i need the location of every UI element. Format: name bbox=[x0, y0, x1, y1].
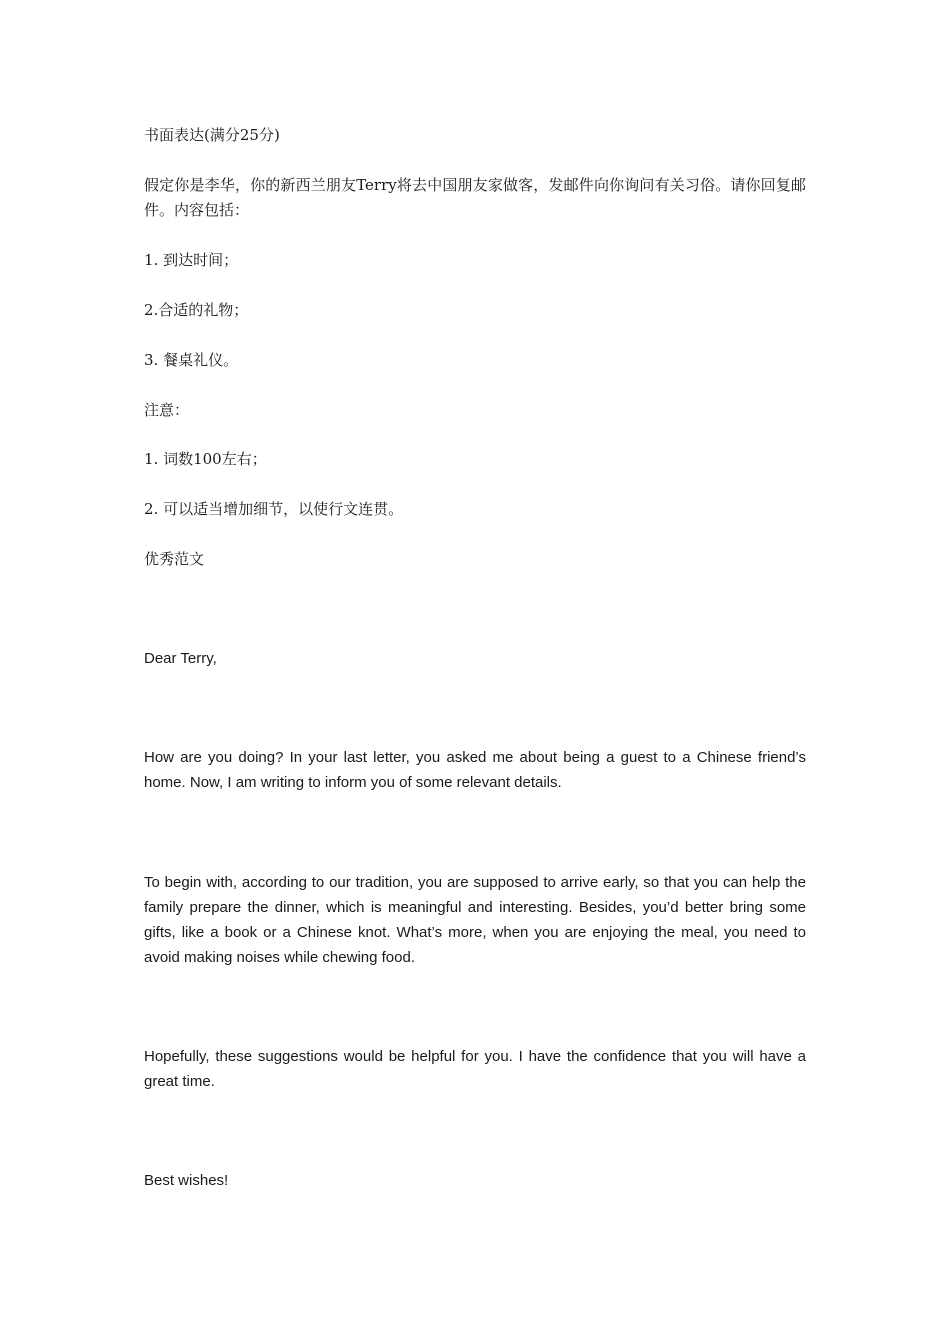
letter-paragraph-3: Hopefully, these suggestions would be helpful for you. I have the confidence that you will have a great time. bbox=[144, 1048, 806, 1090]
letter-paragraph-1: How are you doing? In your last letter, you asked me about being a guest to a Chinese friend’s home. Now, I am writing to inform you of some relevant details. bbox=[144, 749, 806, 791]
letter-greeting: Dear Terry, bbox=[144, 650, 217, 667]
prompt-text: 假定你是李华，你的新西兰朋友Terry将去中国朋友家做客，发邮件向你询问有关习俗。请你回复邮件。内容包括： bbox=[144, 176, 806, 219]
note-item-2: 2. 可以适当增加细节，以使行文连贯。 bbox=[144, 500, 404, 518]
content-item-1: 1. 到达时间； bbox=[144, 251, 239, 269]
sample-label: 优秀范文 bbox=[144, 550, 205, 568]
content-item-2: 2.合适的礼物； bbox=[144, 301, 249, 319]
note-item-1: 1. 词数100左右； bbox=[144, 450, 267, 468]
heading: 书面表达(满分25分) bbox=[144, 126, 280, 144]
notes-label: 注意： bbox=[144, 401, 190, 419]
letter-closing: Best wishes! bbox=[144, 1172, 229, 1189]
content-item-3: 3. 餐桌礼仪。 bbox=[144, 351, 239, 369]
letter-paragraph-2: To begin with, according to our tradition, you are supposed to arrive early, so that you can help the family prepare the dinner, which is meaningful and interesting. Besides, you’d better bring some gifts, like a book or a Chinese knot. What’s more, when you are enjoying the meal, you need to avoid making noises while chewing food. bbox=[144, 874, 806, 966]
